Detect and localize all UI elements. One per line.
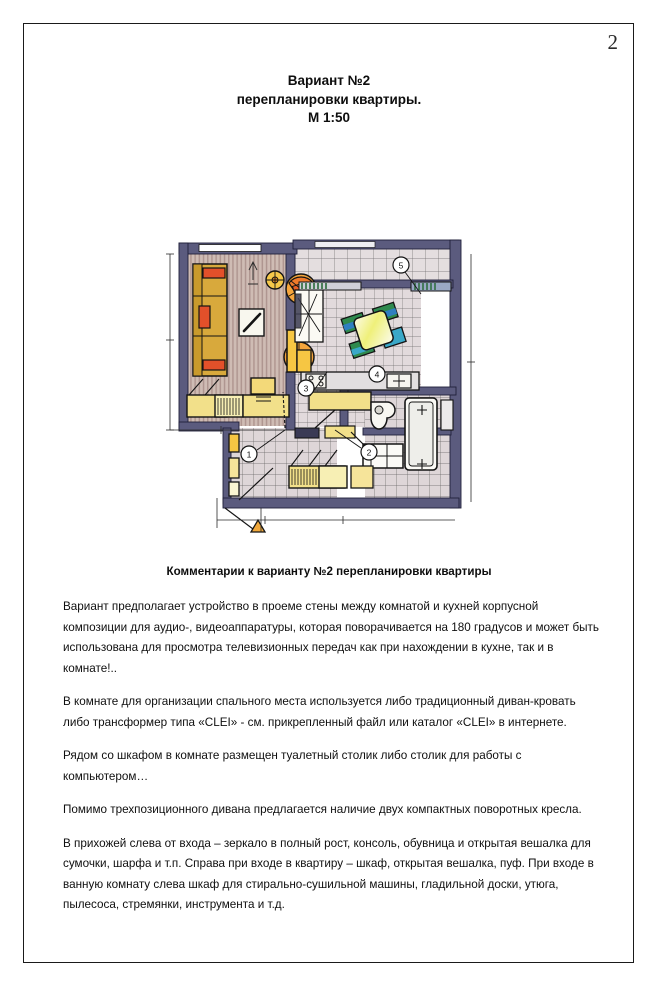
round-pouf bbox=[266, 271, 284, 289]
plan-geometry bbox=[166, 240, 475, 532]
hallway-upper-unit-2 bbox=[325, 426, 355, 438]
kitchen-tall-unit-side bbox=[295, 294, 301, 328]
entry-shoe-cabinet bbox=[319, 466, 347, 488]
room-marker-1-label: 1 bbox=[246, 449, 252, 460]
floor-hallway bbox=[225, 428, 337, 502]
page-title bbox=[0, 72, 658, 128]
window-living-room bbox=[199, 245, 261, 252]
hallway-console-2 bbox=[229, 458, 239, 478]
kitchen-base-cabinet bbox=[309, 392, 371, 410]
hallway-bench bbox=[229, 482, 239, 496]
room-marker-4-label: 4 bbox=[374, 369, 380, 380]
laundry-cabinet bbox=[351, 466, 373, 488]
room-marker-5-label: 5 bbox=[398, 260, 404, 271]
dressing-table-mirror bbox=[251, 378, 275, 394]
window-loggia bbox=[315, 242, 375, 248]
comments-heading: Комментарии к варианту №2 перепланировки квартиры bbox=[166, 565, 492, 578]
title-line-3: М 1:50 bbox=[307, 110, 351, 125]
room-marker-3-label: 3 bbox=[303, 383, 309, 394]
kitchen-upper-counter-items bbox=[302, 283, 326, 289]
title-line-1: Вариант №2 bbox=[287, 73, 371, 88]
bathroom-cabinet bbox=[441, 400, 453, 430]
paragraph-3: Рядом со шкафом в комнате размещен туалетный столик либо столик для работы с компьютером… bbox=[63, 749, 522, 783]
floor-plan-drawing bbox=[165, 232, 485, 550]
paragraph-5: В прихожей слева от входа – зеркало в полный рост, консоль, обувница и открытая вешалка для сумочки, шарфа и т.п. Справа при входе в квартиру – шкаф, открытая вешалка, пуф. При входе в ванную комнату слева шкаф для стирально-сушильной машины, гладильной доски, утюга, пылесоса, стремянки, инструмента и т.д. bbox=[63, 836, 594, 911]
dressing-table bbox=[243, 395, 289, 417]
wall-bottom bbox=[223, 498, 459, 508]
sofa-cushion-mid bbox=[199, 306, 210, 328]
comments-body bbox=[63, 597, 601, 916]
title-line-2: перепланировки квартиры. bbox=[236, 91, 422, 107]
bathtub-inner bbox=[409, 402, 433, 466]
room-marker-2-label: 2 bbox=[366, 447, 372, 458]
room-marker-4 bbox=[369, 366, 385, 382]
sofa-cushion-bottom bbox=[203, 360, 225, 370]
paragraph-2: В комнате для организации спального места используется либо традиционный диван-кровать либо трансформер типа «CLEI» - см. прикрепленный файл или каталог «CLEI» в интернете. bbox=[63, 695, 576, 729]
paragraph-4: Помимо трехпозиционного дивана предлагается наличие двух компактных поворотных кресла. bbox=[63, 803, 582, 816]
sofa-cushion-top bbox=[203, 268, 225, 278]
hallway-mirror-console bbox=[229, 434, 239, 452]
hallway-upper-unit bbox=[295, 428, 319, 438]
kitchen-upper-counter bbox=[299, 282, 361, 290]
paragraph-1: Вариант предполагает устройство в проеме стены между комнатой и кухней корпусной композиции для аудио-, видеоаппаратуры, которая поворачивается на 180 градусов и может быть использована для просмотра телевизионных передач как при нахождении в кухне, так и в комнате!.. bbox=[63, 600, 599, 675]
page-number: 2 bbox=[607, 30, 618, 54]
kitchen-corner-unit bbox=[297, 350, 311, 372]
